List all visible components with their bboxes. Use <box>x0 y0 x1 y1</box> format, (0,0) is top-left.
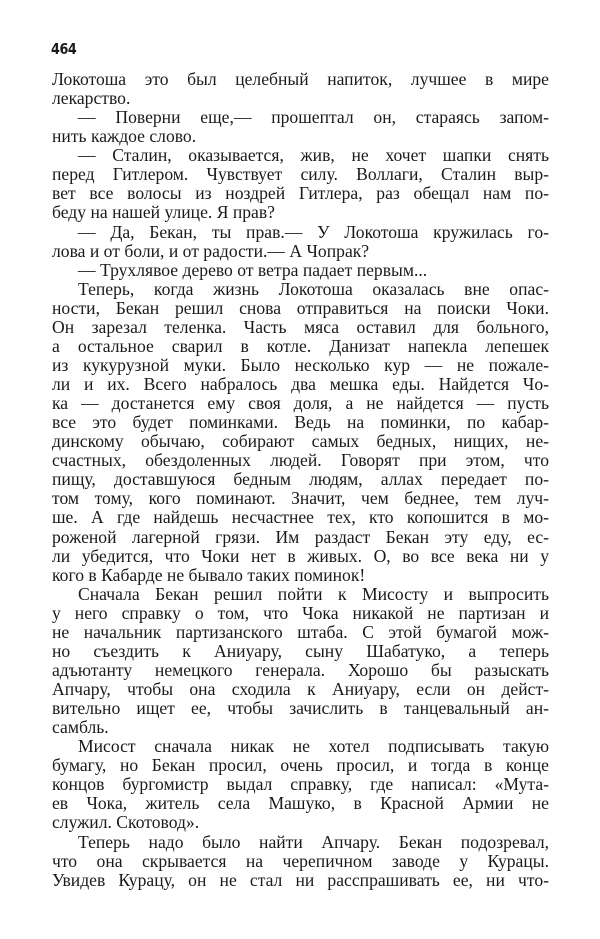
text-line: вет все волосы из ноздрей Гитлера, раз обещал нам по- <box>52 184 549 204</box>
text-line: том тому, кого поминают. Значит, чем беднее, тем луч- <box>52 489 549 509</box>
text-line: Теперь надо было найти Апчару. Бекан подозревал, <box>78 832 549 852</box>
text-line: адъютанту немецкого генерала. Хорошо бы разыскать <box>52 660 549 680</box>
text-line: а остальное сварил в котле. Данизат напекла лепешек <box>52 336 549 356</box>
text-line: Увидев Курацу, он не стал ни расспрашивать ее, ни что- <box>52 870 549 890</box>
text-line: Сначала Бекан решил пойти к Мисосту и выпросить <box>78 584 549 604</box>
text-line: но съездить к Аниуару, сыну Шабатуко, а теперь <box>52 641 549 661</box>
text-line: не начальник партизанского штаба. С этой бумагой мож- <box>52 622 549 642</box>
text-line: Апчару, чтобы она сходила к Аниуару, если он дейст- <box>52 680 549 699</box>
text-line: бумагу, но Бекан просил, очень просил, и тогда в конце <box>52 756 549 776</box>
text-line: Теперь, когда жизнь Локотоша оказалась вне опас- <box>78 279 549 299</box>
text-line: ка — достанется ему своя доля, а не найдется — пусть <box>52 394 549 414</box>
text-line: у него справку о том, что Чока никакой не партизан и <box>52 603 549 623</box>
text-line: что она скрывается на черепичном заводе у Курацы. <box>52 851 549 871</box>
text-line: концов бургомистр выдал справку, где написал: «Мута- <box>52 775 549 795</box>
text-line: ли убедится, что Чоки нет в живых. О, во все века ни у <box>52 546 549 566</box>
text-line: — Поверни еще,— прошептал он, стараясь запом- <box>78 108 549 128</box>
text-line: ше. А где найдешь несчастнее тех, кто копошится в мо- <box>52 508 549 528</box>
text-line: ности, Бекан решил снова отправиться на поиски Чоки. <box>52 298 549 318</box>
text-line: кого в Кабарде не бывало таких поминок! <box>52 565 366 585</box>
text-line: самбль. <box>52 718 109 738</box>
text-line: Он зарезал теленка. Часть мяса оставил для больного, <box>52 317 549 337</box>
text-line: — Трухлявое дерево от ветра падает первым... <box>78 260 428 280</box>
text-line: — Сталин, оказывается, жив, не хочет шапки снять <box>78 146 549 166</box>
text-line: ли и их. Всего набралось два мешка еды. Найдется Чо- <box>52 375 549 394</box>
text-line: роженой лагерной грязи. Им раздаст Бекан эту еду, ес- <box>52 527 549 547</box>
text-line: ев Чока, житель села Машуко, в Красной Армии не <box>52 794 549 814</box>
text-line: перед Гитлером. Чувствует силу. Воллаги, Сталин выр- <box>52 165 549 185</box>
body-text <box>52 70 549 890</box>
text-line: служил. Скотовод». <box>52 813 200 833</box>
text-line: Локотоша это был целебный напиток, лучшее в мире <box>52 70 549 89</box>
text-line: Мисост сначала никак не хотел подписывать такую <box>78 737 549 757</box>
text-line: вительно ищет ее, чтобы зачислить в танцевальный ан- <box>52 699 549 719</box>
page-number: 464 <box>51 40 77 58</box>
text-line: лекарство. <box>52 89 131 109</box>
text-line: из кукурузной муки. Было несколько кур — не пожале- <box>52 355 549 375</box>
text-line: все это будет поминками. Ведь на поминки, по кабар- <box>52 413 549 433</box>
text-line: пищу, доставшуюся бедным людям, аллах передает по- <box>52 470 549 490</box>
text-line: лова и от боли, и от радости.— А Чопрак? <box>52 241 370 261</box>
text-line: беду на нашей улице. Я прав? <box>52 203 275 223</box>
text-line: счастных, обездоленных людей. Говорят при этом, что <box>52 451 549 471</box>
text-line: нить каждое слово. <box>52 127 197 147</box>
text-line: динскому обычаю, собирают самых бедных, нищих, не- <box>52 432 549 452</box>
text-line: — Да, Бекан, ты прав.— У Локотоша кружилась го- <box>78 222 549 242</box>
